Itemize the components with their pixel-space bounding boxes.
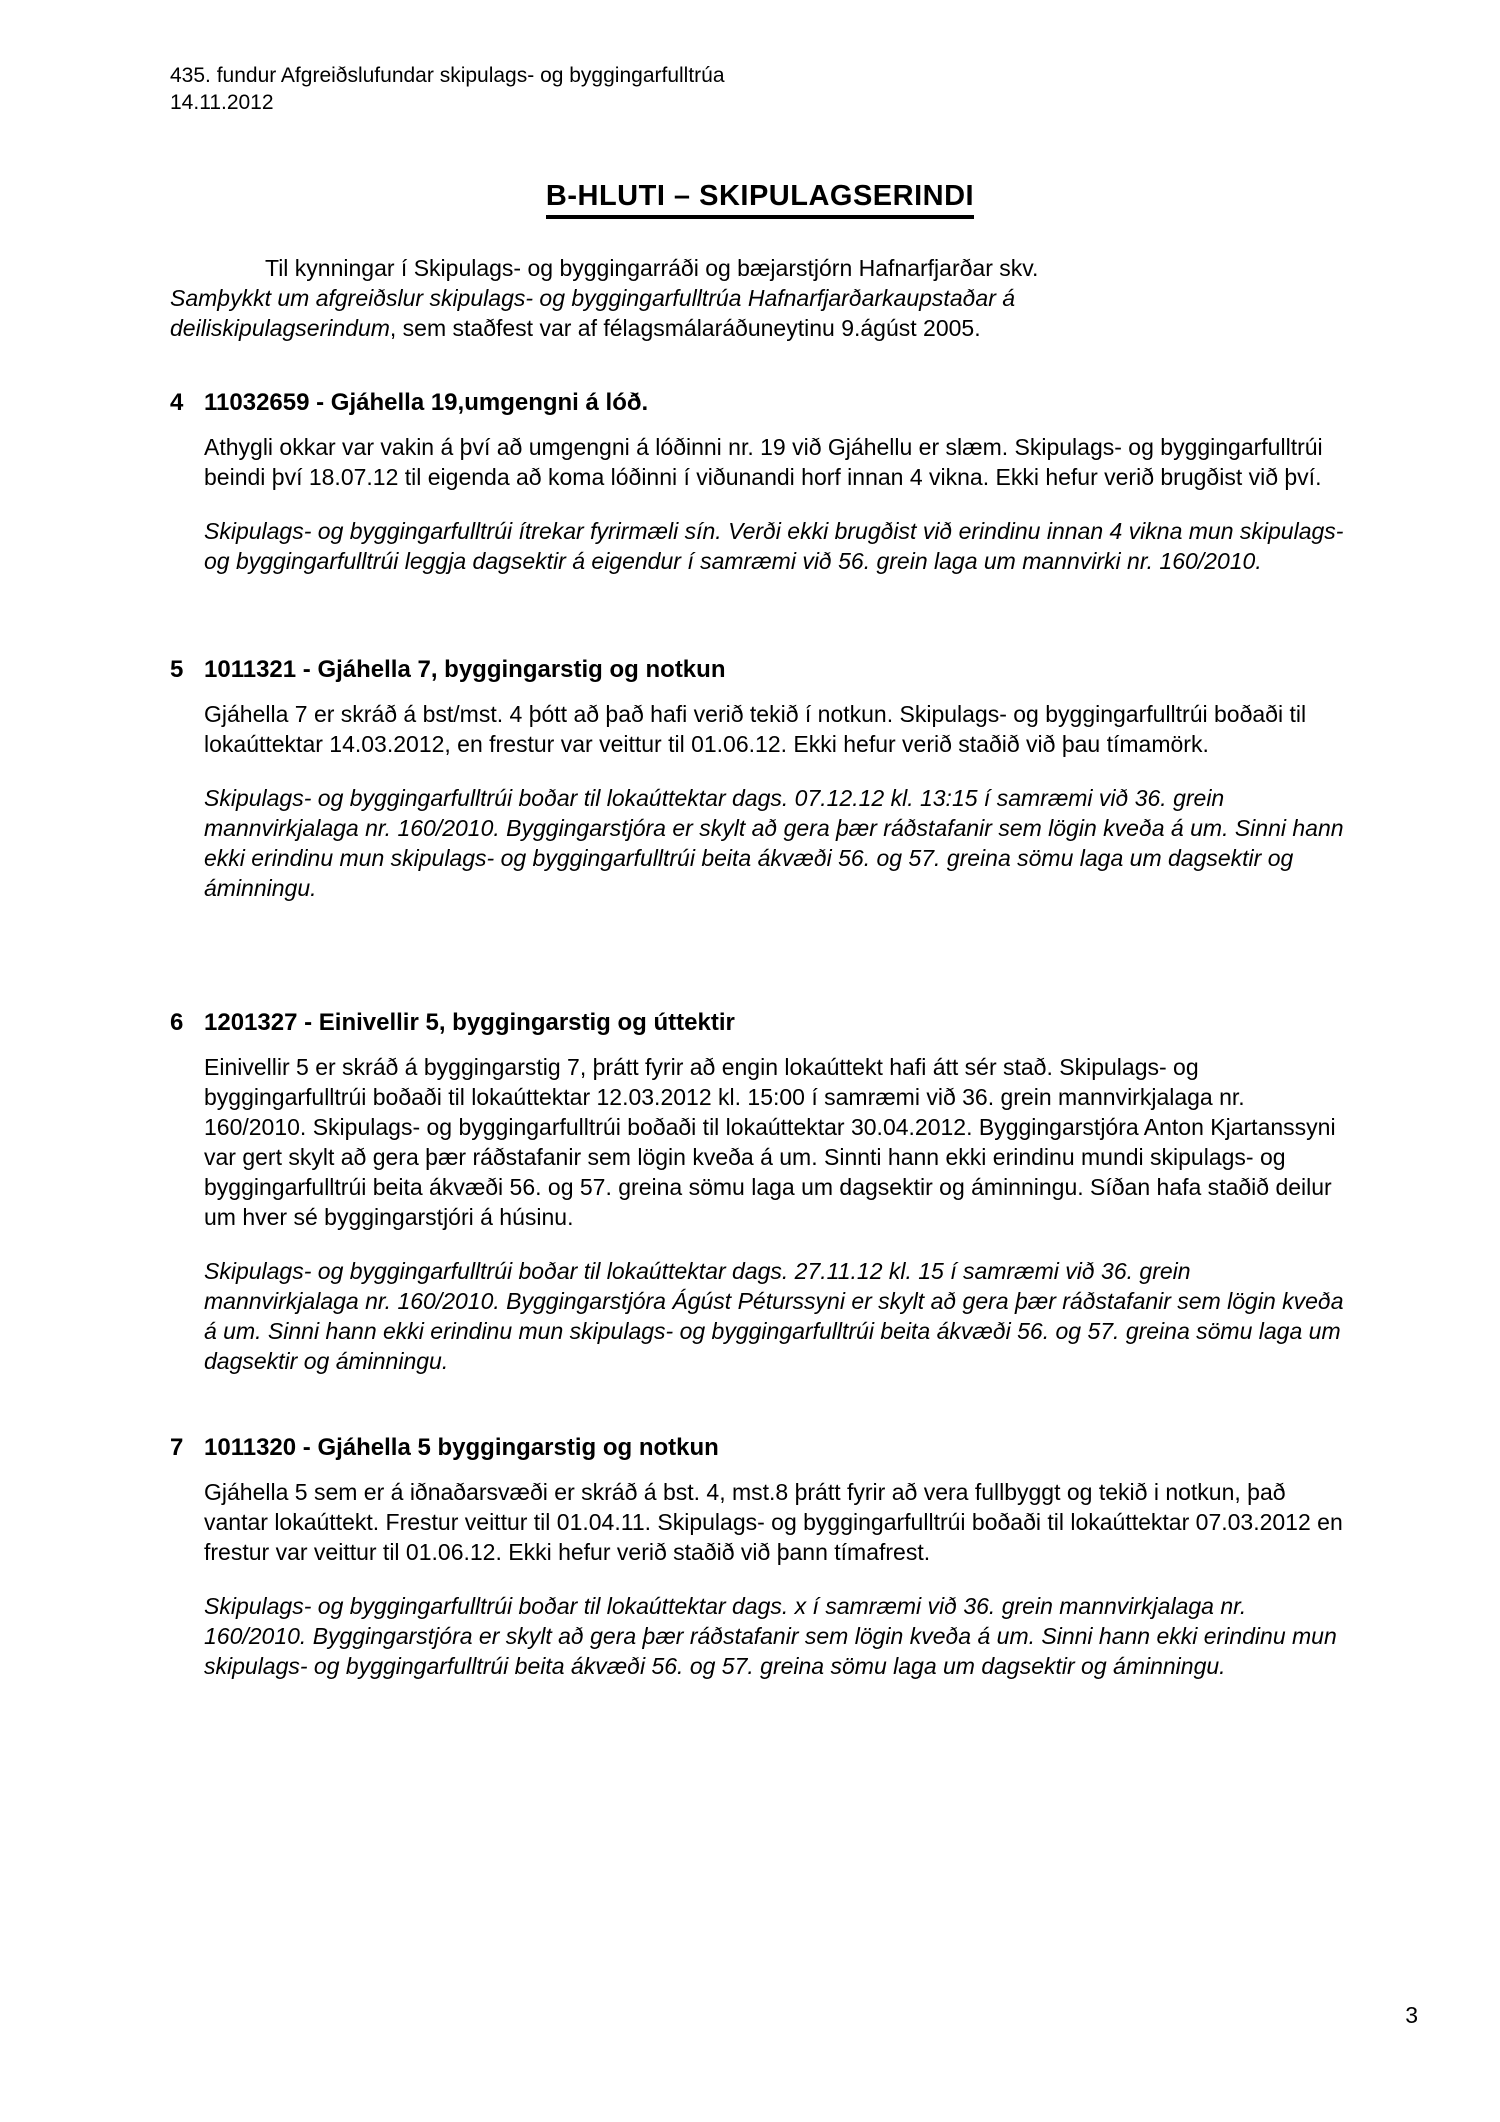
section-5: [170, 654, 1350, 903]
document-content: [170, 0, 1350, 1681]
section-title: 11032659 - Gjáhella 19,umgengni á lóð.: [204, 389, 649, 416]
section-number: 4: [170, 389, 184, 416]
section-7: [170, 1432, 1350, 1681]
section-resolution: Skipulags- og byggingarfulltrúi boðar til lokaúttektar dags. x í samræmi við 36. grein mannvirkjalaga nr. 160/2010. Byggingarstjóra er skylt að gera þær ráðstafanir sem lögin kveða á um. Sinni hann ekki erindinu mun skipulags- og byggingarfulltrúi beita ákvæði 56. og 57. greina sömu laga um dagsektir og áminningu.: [204, 1593, 1337, 1679]
page-title: B-HLUTI – SKIPULAGSERINDI: [546, 180, 974, 219]
intro-regular-tail: , sem staðfest var af félagsmálaráðuneytinu 9.ágúst 2005.: [389, 315, 981, 341]
title-row: [170, 180, 1350, 219]
section-body: Einivellir 5 er skráð á byggingarstig 7, þrátt fyrir að engin lokaúttekt hafi átt sér stað. Skipulags- og byggingarfulltrúi boðaði til lokaúttektar 12.03.2012 kl. 15:00 í samræmi við 36. grein mannvirkjalaga nr. 160/2010. Skipulags- og byggingarfulltrúi boðaði til lokaúttektar 30.04.2012. Byggingarstjóra Anton Kjartanssyni var gert skylt að gera þær ráðstafanir sem lögin kveða á um. Sinnti hann ekki erindinu mundi skipulags- og byggingarfulltrúi beita ákvæði 56. og 57. greina sömu laga um dagsektir og áminningu. Síðan hafa staðið deilur um hver sé byggingarstjóri á húsinu.: [204, 1054, 1336, 1230]
section-7-heading: [170, 1432, 1350, 1463]
section-resolution: Skipulags- og byggingarfulltrúi ítrekar fyrirmæli sín. Verði ekki brugðist við erindinu innan 4 vikna mun skipulags- og byggingarfulltrúi leggja dagsektir á eigendur í samræmi við 56. grein laga um mannvirki nr. 160/2010.: [204, 518, 1344, 574]
section-4-heading: [170, 387, 1350, 418]
section-6: [170, 1007, 1350, 1376]
section-resolution: Skipulags- og byggingarfulltrúi boðar til lokaúttektar dags. 07.12.12 kl. 13:15 í samræmi við 36. grein mannvirkjalaga nr. 160/2010. Byggingarstjóra er skylt að gera þær ráðstafanir sem lögin kveða á um. Sinni hann ekki erindinu mun skipulags- og byggingarfulltrúi beita ákvæði 56. og 57. greina sömu laga um dagsektir og áminningu.: [204, 785, 1344, 901]
section-title: 1011321 - Gjáhella 7, byggingarstig og notkun: [204, 656, 726, 683]
section-title: 1011320 - Gjáhella 5 byggingarstig og notkun: [204, 1434, 719, 1461]
intro-italic-text: Samþykkt um afgreiðslur skipulags- og byggingarfulltrúa Hafnarfjarðarkaupstaðar á deiliskipulagserindum: [170, 285, 1016, 341]
section-number: 5: [170, 656, 184, 683]
section-4: [170, 387, 1350, 576]
section-5-heading: [170, 654, 1350, 685]
section-number: 7: [170, 1434, 184, 1461]
section-body: Gjáhella 5 sem er á iðnaðarsvæði er skráð á bst. 4, mst.8 þrátt fyrir að vera fullbyggt og tekið i notkun, það vantar lokaúttekt. Frestur veittur til 01.04.11. Skipulags- og byggingarfulltrúi boðaði til lokaúttektar 07.03.2012 en frestur var veittur til 01.06.12. Ekki hefur verið staðið við þann tímafrest.: [204, 1479, 1343, 1565]
section-body: Gjáhella 7 er skráð á bst/mst. 4 þótt að það hafi verið tekið í notkun. Skipulags- og byggingarfulltrúi boðaði til lokaúttektar 14.03.2012, en frestur var veittur til 01.06.12. Ekki hefur verið staðið við þau tímamörk.: [204, 701, 1307, 757]
section-6-heading: [170, 1007, 1350, 1038]
intro-continuation: [170, 283, 1075, 343]
section-resolution: Skipulags- og byggingarfulltrúi boðar til lokaúttektar dags. 27.11.12 kl. 15 í samræmi við 36. grein mannvirkjalaga nr. 160/2010. Byggingarstjóra Ágúst Péturssyni er skylt að gera þær ráðstafanir sem lögin kveða á um. Sinni hann ekki erindinu mun skipulags- og byggingarfulltrúi beita ákvæði 56. og 57. greina sömu laga um dagsektir og áminningu.: [204, 1258, 1344, 1374]
header-date-line: 14.11.2012: [170, 91, 274, 114]
section-number: 6: [170, 1009, 184, 1036]
section-body: Athygli okkar var vakin á því að umgengni á lóðinni nr. 19 við Gjáhellu er slæm. Skipulags- og byggingarfulltrúi beindi því 18.07.12 til eigenda að koma lóðinni í viðunandi horf innan 4 vikna. Ekki hefur verið brugðist við því.: [204, 434, 1323, 490]
page-number: 3: [1405, 2002, 1418, 2028]
intro-paragraph: [170, 253, 1075, 343]
header-meeting-line: 435. fundur Afgreiðslufundar skipulags- og byggingarfulltrúa: [170, 64, 725, 87]
section-title: 1201327 - Einivellir 5, byggingarstig og úttektir: [204, 1009, 735, 1036]
page-header: [170, 62, 1350, 116]
intro-line1: Til kynningar í Skipulags- og byggingarráði og bæjarstjórn Hafnarfjarðar skv.: [265, 255, 1039, 281]
